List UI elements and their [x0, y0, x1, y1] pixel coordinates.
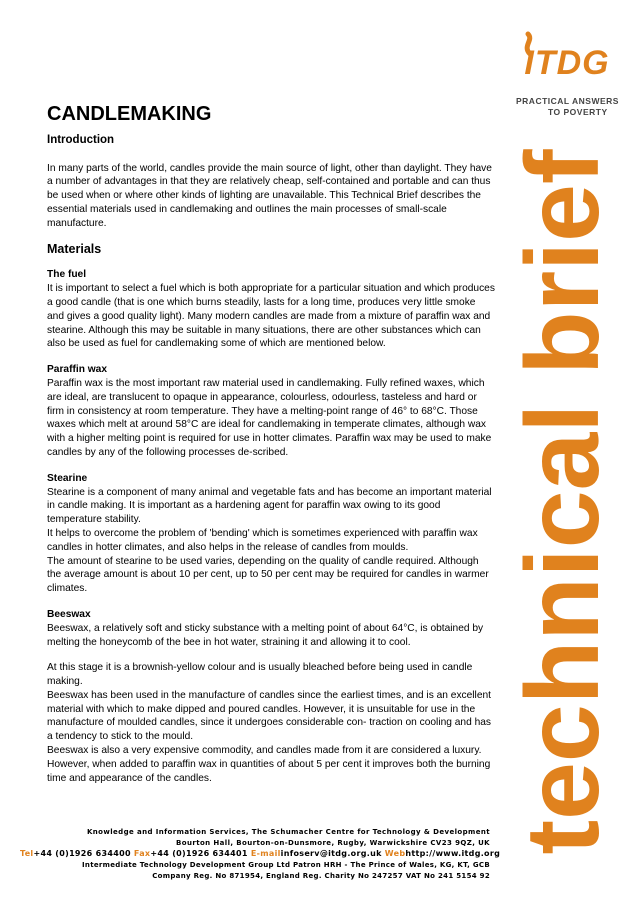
stearine-paragraph-2: It helps to overcome the problem of 'bending' which is sometimes experienced with paraffin wax candles in hotter climates, and also helps in the release of candles from moulds.	[47, 527, 478, 553]
logo-word: ITDG	[524, 44, 610, 82]
itdg-logo	[512, 30, 622, 120]
footer-patron-line: Intermediate Technology Development Group Ltd Patron HRH - The Prince of Wales, KG, KT, GCB	[82, 861, 490, 869]
beeswax-heading: Beeswax	[47, 608, 91, 620]
page-footer	[20, 828, 501, 880]
fuel-heading: The fuel	[47, 269, 87, 281]
web-label: Web	[384, 849, 406, 858]
beeswax-paragraph-3: Beeswax has been used in the manufacture of candles since the earliest times, and is an excellent material with which to make dipped and poured candles. However, it is unsuitable for use in the manufacture of moulded candles, since it undergoes considerable con- traction on cooling and has a tendency to stick to the mould.	[47, 689, 491, 743]
logo-tagline-1: PRACTICAL ANSWERS	[516, 96, 619, 106]
footer-registration-line: Company Reg. No 871954, England Reg. Charity No 247257 VAT No 241 5154 92	[152, 872, 490, 880]
stearine-paragraph-3: The amount of stearine to be used varies, depending on the quality of candle required. Although the average amount is about 10 per cent, up to 50 per cent may be required for candles in warmer climates.	[47, 555, 489, 595]
web-link[interactable]: http://www.itdg.org	[405, 849, 501, 858]
fax-label: Fax	[133, 849, 151, 858]
email-label: E-mail	[250, 849, 281, 858]
tel-value: +44 (0)1926 634400	[33, 849, 131, 858]
page-title: CANDLEMAKING	[47, 103, 212, 125]
paraffin-heading: Paraffin wax	[47, 364, 108, 376]
fax-value: +44 (0)1926 634401	[150, 849, 248, 858]
fuel-paragraph: It is important to select a fuel which is both appropriate for a particular situation and which produces a good candle (that is one which burns steadily, lasts for a long time, produces very little smoke and gives a good quality light). Many modern candles are made from a mixture of paraffin wax and stearine. Although this may be suitable in many situations, there are other substances which can also be used as fuel for candlemaking some of which are mentioned below.	[47, 283, 495, 350]
stearine-heading: Stearine	[47, 472, 88, 484]
intro-heading: Introduction	[47, 133, 115, 146]
tel-label: Tel	[20, 849, 34, 858]
banner-text: technical brief	[505, 149, 621, 855]
footer-address-line: Bourton Hall, Bourton-on-Dunsmore, Rugby, Warwickshire CV23 9QZ, UK	[176, 839, 490, 847]
paraffin-paragraph: Paraffin wax is the most important raw material used in candlemaking. Fully refined waxes, which are ideal, are translucent to opaque in appearance, colourless, odourless, tasteless and hard or firm in consistency at room temperature. They have a melting-point range of 46° to 68°C. Those waxes which melt at around 58°C are ideal for candlemaking in temperate climates, although wax with a higher melting point is required for use in hotter climates. Paraffin wax may be used to make candles by any of the following processes de-scribed.	[47, 377, 492, 458]
logo-tagline-2: TO POVERTY	[548, 107, 608, 117]
email-link[interactable]: infoserv@itdg.org.uk	[280, 849, 382, 858]
footer-contact-line	[20, 849, 501, 858]
footer-org-line: Knowledge and Information Services, The Schumacher Centre for Technology & Development	[86, 828, 490, 836]
document-body	[47, 103, 495, 797]
intro-paragraph: In many parts of the world, candles provide the main source of light, other than daylight. They have a number of advantages in that they are relatively cheap, self-contained and portable and can thus be used when or where other kinds of lighting are unavailable. This Technical Brief describes the essential materials used in candlemaking and outlines the main processes of small-scale manufacture.	[47, 162, 492, 229]
beeswax-paragraph-4: Beeswax is also a very expensive commodity, and candles made from it are considered a luxury. However, when added to paraffin wax in quantities of about 5 per cent it improves both the burning time and appearance of the candles.	[47, 745, 491, 784]
materials-heading: Materials	[47, 241, 102, 256]
stearine-paragraph-1: Stearine is a component of many animal and vegetable fats and has become an important material in candle making. It is important as a hardening agent for paraffin wax owing to its good temperature stability.	[47, 486, 492, 526]
technical-brief-banner	[505, 132, 621, 872]
beeswax-paragraph-1: Beeswax, a relatively soft and sticky substance with a melting point of about 64°C, is obtained by melting the honeycomb of the bee in hot water, straining it and allowing it to cool.	[47, 622, 484, 648]
beeswax-paragraph-2: At this stage it is a brownish-yellow colour and is usually bleached before being used in candle making.	[47, 662, 473, 688]
